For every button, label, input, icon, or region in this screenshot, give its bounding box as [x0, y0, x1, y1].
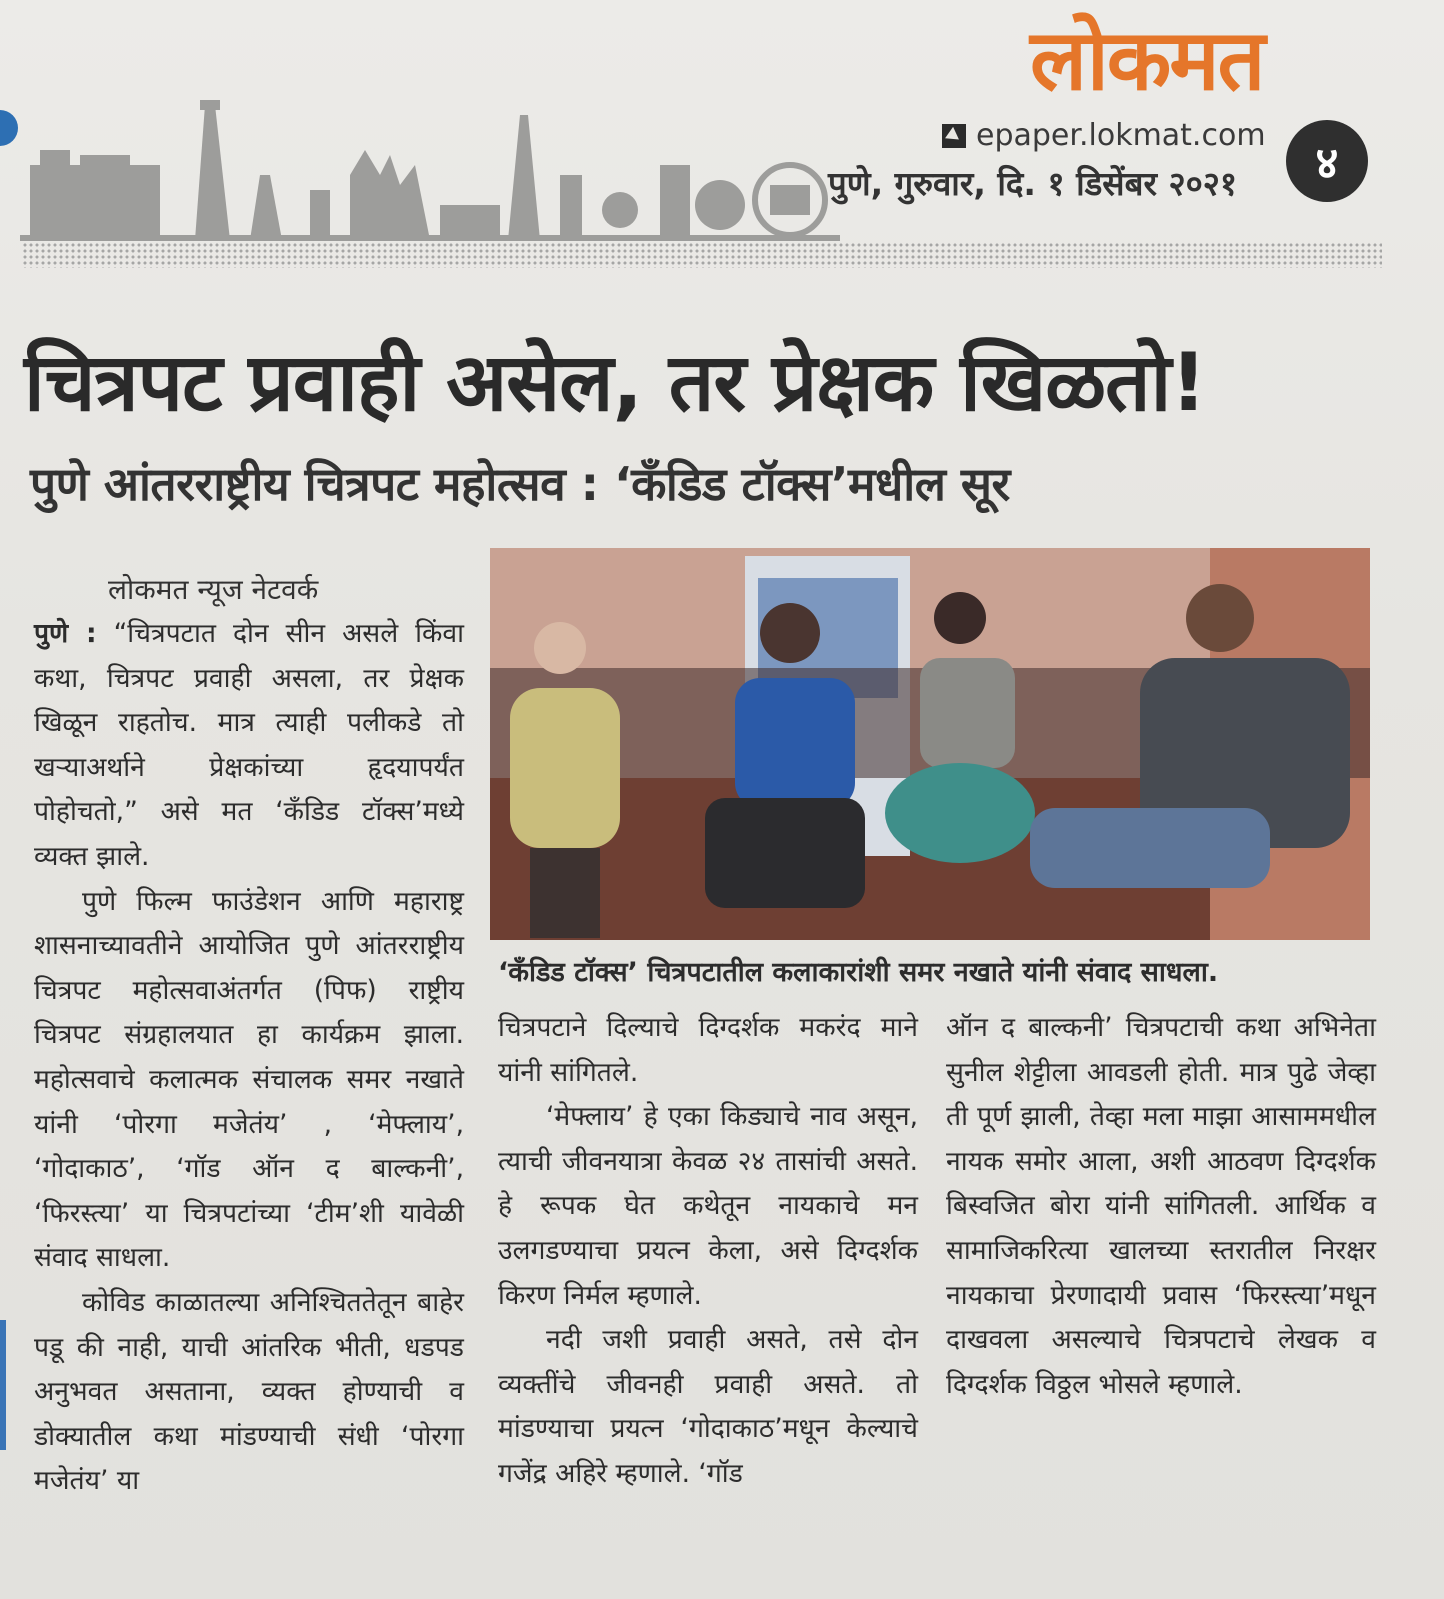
article-column-1	[34, 612, 464, 1504]
article-byline: लोकमत न्यूज नेटवर्क	[108, 573, 319, 606]
column-2-paragraph-2: ‘मेफ्लाय’ हे एका किड्याचे नाव असून, त्याची जीवनयात्रा केवळ २४ तासांची असते. हे रूपक घेत कथेतून नायकाचे मन उलगडण्याचा प्रयत्न केला, असे दिग्दर्शक किरण निर्मल म्हणाले.	[498, 1101, 918, 1311]
issue-dateline: पुणे, गुरुवार, दि. १ डिसेंबर २०२१	[828, 164, 1238, 203]
article-column-3	[946, 1006, 1376, 1407]
page-number-badge: ४	[1286, 120, 1368, 202]
column-1-paragraph-1: पुणे : “चित्रपटात दोन सीन असले किंवा कथा, चित्रपट प्रवाही असला, तर प्रेक्षक खिळून राहतोच. मात्र त्याही पलीकडे तो खऱ्याअर्थाने प्रेक्षकांच्या हृदयापर्यंत पोहोचतो,” असे मत ‘कँडिड टॉक्स’मध्ये व्यक्त झाले.	[34, 618, 464, 872]
panel-discussion-photo	[490, 548, 1370, 940]
photo-caption: ‘कँडिड टॉक्स’ चित्रपटातील कलाकारांशी समर नखाते यांनी संवाद साधला.	[498, 957, 1219, 988]
cursor-icon	[942, 124, 966, 148]
lokmat-logo: लोकमत	[1030, 10, 1264, 109]
column-2-paragraph-1: चित्रपटाने दिल्याचे दिग्दर्शक मकरंद माने यांनी सांगितले.	[498, 1012, 918, 1088]
event-photo	[490, 548, 1370, 940]
article-column-2	[498, 1006, 918, 1497]
column-1-paragraph-3: कोविड काळातल्या अनिश्चिततेतून बाहेर पडू की नाही, याची आंतरिक भीती, धडपड अनुभवत असताना, व्यक्त होण्याची व डोक्यातील कथा मांडण्याची संधी ‘पोरगा मजेतंय’ या	[34, 1286, 464, 1497]
place-dateline: पुणे :	[34, 618, 97, 649]
epaper-url-text: epaper.lokmat.com	[976, 118, 1266, 153]
city-skyline-graphic	[20, 95, 840, 245]
column-2-paragraph-3: नदी जशी प्रवाही असते, तसे दोन व्यक्तींचे जीवनही प्रवाही असते. तो मांडण्याचा प्रयत्न ‘गोदाकाठ’मधून केल्याचे गजेंद्र अहिरे म्हणाले. ‘गॉड	[498, 1324, 918, 1489]
masthead-dot-band	[22, 242, 1382, 268]
epaper-url[interactable]	[942, 118, 1266, 153]
article-subheadline: पुणे आंतरराष्ट्रीय चित्रपट महोत्सव : ‘कँडिड टॉक्स’मधील सूर	[30, 457, 1010, 511]
article-headline: चित्रपट प्रवाही असेल, तर प्रेक्षक खिळतो!	[24, 336, 1206, 429]
page-edge-strip	[0, 1320, 6, 1450]
column-3-paragraph-1: ऑन द बाल्कनी’ चित्रपटाची कथा अभिनेता सुनील शेट्टीला आवडली होती. मात्र पुढे जेव्हा ती पूर्ण झाली, तेव्हा मला माझा आसाममधील नायक समोर आला, अशी आठवण दिग्दर्शक बिस्वजित बोरा यांनी सांगितली. आर्थिक व सामाजिकरित्या खालच्या स्तरातील निरक्षर नायकाचा प्रेरणादायी प्रवास ‘फिरस्त्या’मधून दाखवला असल्याचे चित्रपटाचे लेखक व दिग्दर्शक विठ्ठल भोसले म्हणाले.	[946, 1012, 1376, 1400]
page-edge-tab	[0, 110, 18, 146]
column-1-paragraph-2: पुणे फिल्म फाउंडेशन आणि महाराष्ट्र शासनाच्यावतीने आयोजित पुणे आंतरराष्ट्रीय चित्रपट महोत्सवाअंतर्गत (पिफ) राष्ट्रीय चित्रपट संग्रहालयात हा कार्यक्रम झाला. महोत्सवाचे कलात्मक संचालक समर नखाते यांनी ‘पोरगा मजेतंय’ , ‘मेफ्लाय’, ‘गोदाकाठ’, ‘गॉड ऑन द बाल्कनी’, ‘फिरस्त्या’ या चित्रपटांच्या ‘टीम’शी यावेळी संवाद साधला.	[34, 885, 464, 1274]
